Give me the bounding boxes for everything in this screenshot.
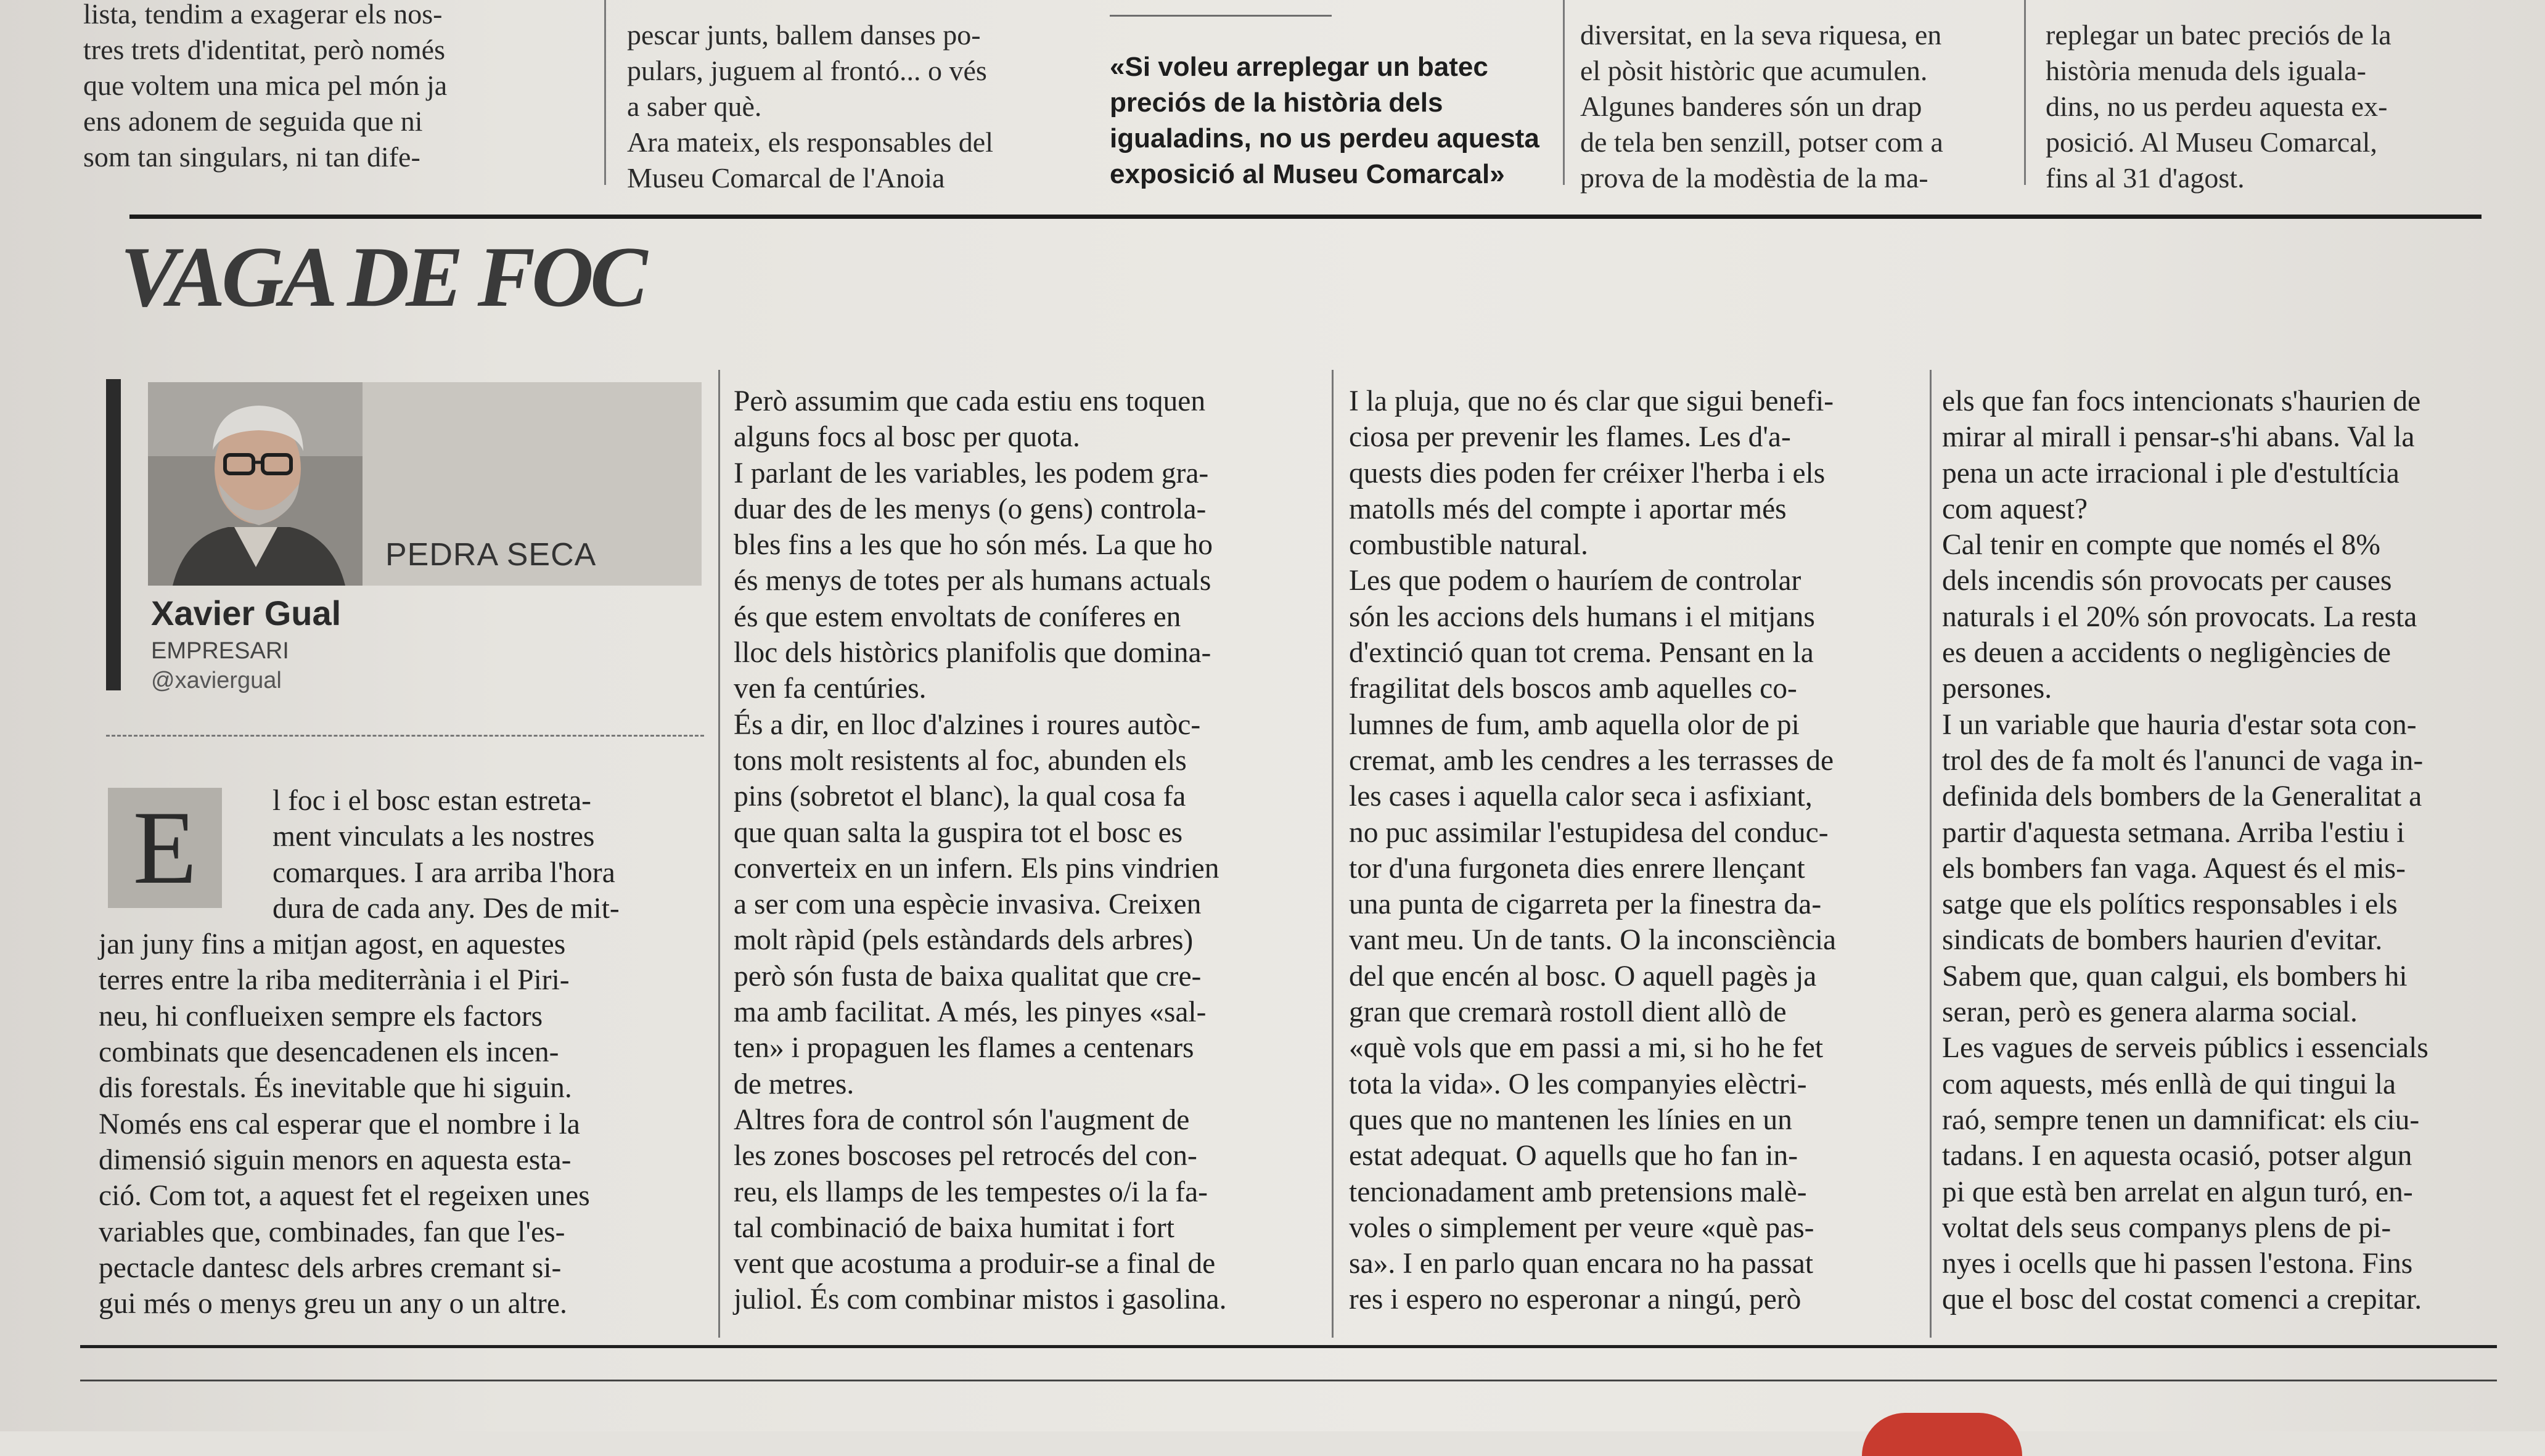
text-line: terres entre la riba mediterrània i el Piri- xyxy=(99,964,570,997)
prev-article-column-1 xyxy=(83,0,589,175)
article-column-1 xyxy=(99,783,715,1322)
text-line: Les vagues de serveis públics i essencials xyxy=(1942,1032,2428,1065)
author-box-bar xyxy=(106,379,121,690)
text-line: Només ens cal esperar que el nombre i la xyxy=(99,1108,580,1140)
text-line: trol des de fa molt és l'anunci de vaga in- xyxy=(1942,744,2424,777)
text-line: que quan salta la guspira tot el bosc es xyxy=(734,816,1183,849)
column-divider xyxy=(2024,0,2026,185)
col1-lines xyxy=(99,783,715,1322)
text-line: d'extinció quan tot crema. Pensant en la xyxy=(1349,637,1814,669)
text-line: història menuda dels iguala- xyxy=(2046,55,2366,86)
text-line: pena un acte irracional i ple d'estultícia xyxy=(1942,457,2400,489)
text-line: dimensió siguin menors en aquesta esta- xyxy=(99,1143,572,1176)
text-line: és que estem envoltats de coníferes en xyxy=(734,600,1181,633)
text-line: igualadins, no us perdeu aquesta xyxy=(1110,123,1539,153)
article-column-2 xyxy=(734,383,1326,1318)
column-divider xyxy=(718,370,720,1338)
prev-article-column-3 xyxy=(1580,0,2012,196)
text-line: que voltem una mica pel món ja xyxy=(83,70,448,101)
author-box-rule xyxy=(106,735,704,737)
text-line: combustible natural. xyxy=(1349,529,1588,562)
text-line: Sabem que, quan calgui, els bombers hi xyxy=(1942,960,2408,992)
bottom-rule-thin xyxy=(80,1380,2497,1381)
text-line: el pòsit històric que acumulen. xyxy=(1580,55,1928,86)
text-line: combinats que desencadenen els incen- xyxy=(99,1036,559,1069)
text-line: ciosa per prevenir les flames. Les d'a- xyxy=(1349,421,1791,454)
text-line: estat adequat. O aquells que ho fan in- xyxy=(1349,1140,1798,1172)
text-line: pulars, juguem al frontó... o vés xyxy=(627,55,987,86)
text-line: els que fan focs intencionats s'haurien de xyxy=(1942,385,2421,417)
text-line: jan juny fins a mitjan agost, en aquestes xyxy=(99,928,566,961)
text-line: exposició al Museu Comarcal» xyxy=(1110,159,1505,189)
text-line: reu, els llamps de les tempestes o/i la fa- xyxy=(734,1176,1208,1208)
section-tag: PEDRA SECA xyxy=(385,537,597,573)
text-line: diversitat, en la seva riquesa, en xyxy=(1580,19,1942,51)
author-photo xyxy=(148,382,363,586)
col3-lines xyxy=(1349,383,1928,1318)
text-line: tencionadament amb pretensions malè- xyxy=(1349,1176,1807,1208)
col4-lines xyxy=(1942,383,2515,1318)
text-line: vent que acostuma a produir-se a final de xyxy=(734,1248,1216,1280)
column-divider xyxy=(1930,370,1932,1338)
text-line: dels incendis són provocats per causes xyxy=(1942,565,2392,597)
article-title: VAGA DE FOC xyxy=(120,229,644,325)
text-line: tres trets d'identitat, però només xyxy=(83,34,445,65)
text-line: tor d'una furgoneta dies enrere llençant xyxy=(1349,852,1805,885)
column-divider xyxy=(1563,0,1565,185)
bottom-rule xyxy=(80,1345,2497,1348)
prev-col1-lines xyxy=(83,0,589,175)
text-line: gran que cremarà rostoll dient allò de xyxy=(1349,996,1787,1029)
prev-col3-lines xyxy=(1580,17,2012,196)
text-line: som tan singulars, ni tan dife- xyxy=(83,141,420,173)
text-line: fragilitat dels boscos amb aquelles co- xyxy=(1349,673,1797,705)
author-portrait-icon xyxy=(148,382,363,586)
text-line: tota la vida». O les companyies elèctri- xyxy=(1349,1068,1807,1100)
text-line: es deuen a accidents o negligències de xyxy=(1942,637,2391,669)
text-line: tons molt resistents al foc, abunden els xyxy=(734,744,1187,777)
author-role: EMPRESARI xyxy=(151,638,289,664)
text-line: ten» i propaguen les flames a centenars xyxy=(734,1032,1194,1065)
text-line: Però assumim que cada estiu ens toquen xyxy=(734,385,1206,417)
text-line: l foc i el bosc estan estreta- xyxy=(273,785,592,817)
text-line: dis forestals. És inevitable que hi siguin. xyxy=(99,1072,572,1105)
text-line: dura de cada any. Des de mit- xyxy=(273,892,620,925)
text-line: les cases i aquella calor seca i asfixiant, xyxy=(1349,780,1813,813)
text-line: comarques. I ara arriba l'hora xyxy=(273,856,615,889)
text-line: voles o simplement per veure «què pas- xyxy=(1349,1211,1814,1244)
text-line: ma amb facilitat. A més, les pinyes «sal- xyxy=(734,996,1207,1029)
pull-quote-lines xyxy=(1110,49,1566,192)
column-divider xyxy=(604,0,606,185)
text-line: seran, però es genera alarma social. xyxy=(1942,996,2358,1029)
text-line: I un variable que hauria d'estar sota con- xyxy=(1942,708,2417,741)
text-line: vant meu. Un de tants. O la inconsciència xyxy=(1349,924,1837,957)
text-line: les zones boscoses pel retrocés del con- xyxy=(734,1140,1197,1172)
text-line: sa». I en parlo quan encara no ha passat xyxy=(1349,1248,1814,1280)
next-page-logo-fragment xyxy=(1862,1413,2022,1456)
text-line: neu, hi conflueixen sempre els factors xyxy=(99,1000,543,1033)
text-line: a ser com una espècie invasiva. Creixen xyxy=(734,888,1202,921)
text-line: com aquests, més enllà de qui tingui la xyxy=(1942,1068,2396,1100)
column-divider xyxy=(1332,370,1334,1338)
section-rule xyxy=(129,215,2481,219)
article-column-3 xyxy=(1349,383,1928,1318)
text-line: pi que està ben arrelat en algun turó, en- xyxy=(1942,1176,2413,1208)
text-line: cremat, amb les cendres a les terrasses de xyxy=(1349,744,1834,777)
pull-quote xyxy=(1110,49,1566,192)
text-line: prova de la modèstia de la ma- xyxy=(1580,162,1928,194)
text-line: Algunes banderes són un drap xyxy=(1580,91,1922,122)
text-line: molt ràpid (pels estàndards dels arbres) xyxy=(734,924,1194,957)
text-line: a saber què. xyxy=(627,91,762,122)
text-line: converteix en un infern. Els pins vindrien xyxy=(734,852,1219,885)
text-line: posició. Al Museu Comarcal, xyxy=(2046,126,2377,158)
text-line: són les accions dels humans i el mitjans xyxy=(1349,600,1815,633)
text-line: del que encén al bosc. O aquell pagès ja xyxy=(1349,960,1817,992)
text-line: ció. Com tot, a aquest fet el regeixen unes xyxy=(99,1180,590,1213)
text-line: I la pluja, que no és clar que sigui benefi- xyxy=(1349,385,1834,417)
text-line: naturals i el 20% són provocats. La resta xyxy=(1942,600,2417,633)
text-line: bles fins a les que ho són més. La que ho xyxy=(734,529,1213,562)
text-line: Ara mateix, els responsables del xyxy=(627,126,993,158)
text-line: tadans. I en aquesta ocasió, potser algun xyxy=(1942,1140,2412,1172)
text-line: Museu Comarcal de l'Anoia xyxy=(627,162,945,194)
text-line: lista, tendim a exagerar els nos- xyxy=(83,0,443,30)
text-line: És a dir, en lloc d'alzines i roures autòc- xyxy=(734,708,1201,741)
text-line: dins, no us perdeu aquesta ex- xyxy=(2046,91,2388,122)
text-line: mirar al mirall i pensar-s'hi abans. Val la xyxy=(1942,421,2415,454)
text-line: de metres. xyxy=(734,1068,854,1100)
text-line: els bombers fan vaga. Aquest és el mis- xyxy=(1942,852,2406,885)
drop-cap: E xyxy=(108,788,222,908)
text-line: preciós de la història dels xyxy=(1110,88,1443,118)
text-line: gui més o menys greu un any o un altre. xyxy=(99,1288,567,1320)
text-line: I parlant de les variables, les podem gra- xyxy=(734,457,1209,489)
text-line: variables que, combinades, fan que l'es- xyxy=(99,1216,565,1248)
text-line: «Si voleu arreplegar un batec xyxy=(1110,52,1488,82)
text-line: de tela ben senzill, potser com a xyxy=(1580,126,1943,158)
text-line: juliol. És com combinar mistos i gasolina. xyxy=(734,1283,1227,1316)
author-handle: @xaviergual xyxy=(151,668,282,693)
col2-lines xyxy=(734,383,1326,1318)
text-line: sindicats de bombers haurien d'evitar. xyxy=(1942,924,2383,957)
text-line: pescar junts, ballem danses po- xyxy=(627,19,981,51)
text-line: ques que no mantenen les línies en un xyxy=(1349,1103,1792,1136)
text-line: Altres fora de control són l'augment de xyxy=(734,1103,1190,1136)
text-line: és menys de totes per als humans actuals xyxy=(734,565,1211,597)
text-line: res i espero no esperonar a ningú, però xyxy=(1349,1283,1801,1316)
text-line: raó, sempre tenen un damnificat: els ciu- xyxy=(1942,1103,2420,1136)
prev-article-column-4 xyxy=(2046,0,2490,196)
text-line: matolls més del compte i aportar més xyxy=(1349,493,1787,525)
text-line: Cal tenir en compte que només el 8% xyxy=(1942,529,2380,562)
text-line: duar des de les menys (o gens) controla- xyxy=(734,493,1207,525)
text-line: «què vols que em passi a mi, si ho he fet xyxy=(1349,1032,1824,1065)
text-line: nyes i ocells que hi passen l'estona. Fins xyxy=(1942,1248,2413,1280)
text-line: tal combinació de baixa humitat i fort xyxy=(734,1211,1174,1244)
text-line: lumnes de fum, amb aquella olor de pi xyxy=(1349,708,1800,741)
text-line: definida dels bombers de la Generalitat a xyxy=(1942,780,2422,813)
prev-col4-lines xyxy=(2046,17,2490,196)
text-line: partir d'aquesta setmana. Arriba l'estiu i xyxy=(1942,816,2405,849)
prev-col2-lines xyxy=(627,17,1083,196)
text-line: ens adonem de seguida que ni xyxy=(83,105,423,137)
prev-article-column-2 xyxy=(627,0,1083,196)
text-line: persones. xyxy=(1942,673,2052,705)
article-column-4 xyxy=(1942,383,2515,1318)
text-line: satge que els polítics responsables i els xyxy=(1942,888,2398,921)
text-line: replegar un batec preciós de la xyxy=(2046,19,2391,51)
text-line: fins al 31 d'agost. xyxy=(2046,162,2245,194)
text-line: com aquest? xyxy=(1942,493,2088,525)
author-name: Xavier Gual xyxy=(151,594,342,632)
text-line: ment vinculats a les nostres xyxy=(273,820,595,853)
text-line: quests dies poden fer créixer l'herba i els xyxy=(1349,457,1826,489)
text-line: Les que podem o hauríem de controlar xyxy=(1349,565,1801,597)
text-line: lloc dels històrics planifolis que domina- xyxy=(734,637,1211,669)
text-line: no puc assimilar l'estupidesa del conduc- xyxy=(1349,816,1829,849)
text-line: que el bosc del costat comenci a crepitar. xyxy=(1942,1283,2422,1316)
text-line: alguns focs al bosc per quota. xyxy=(734,421,1080,454)
text-line: pins (sobretot el blanc), la qual cosa fa xyxy=(734,780,1186,813)
quote-rule xyxy=(1110,15,1332,17)
text-line: ven fa centúries. xyxy=(734,673,927,705)
text-line: voltat dels seus companys plens de pi- xyxy=(1942,1211,2391,1244)
text-line: una punta de cigarreta per la finestra da- xyxy=(1349,888,1822,921)
text-line: però són fusta de baixa qualitat que cre- xyxy=(734,960,1202,992)
text-line: pectacle dantesc dels arbres cremant si- xyxy=(99,1251,562,1284)
